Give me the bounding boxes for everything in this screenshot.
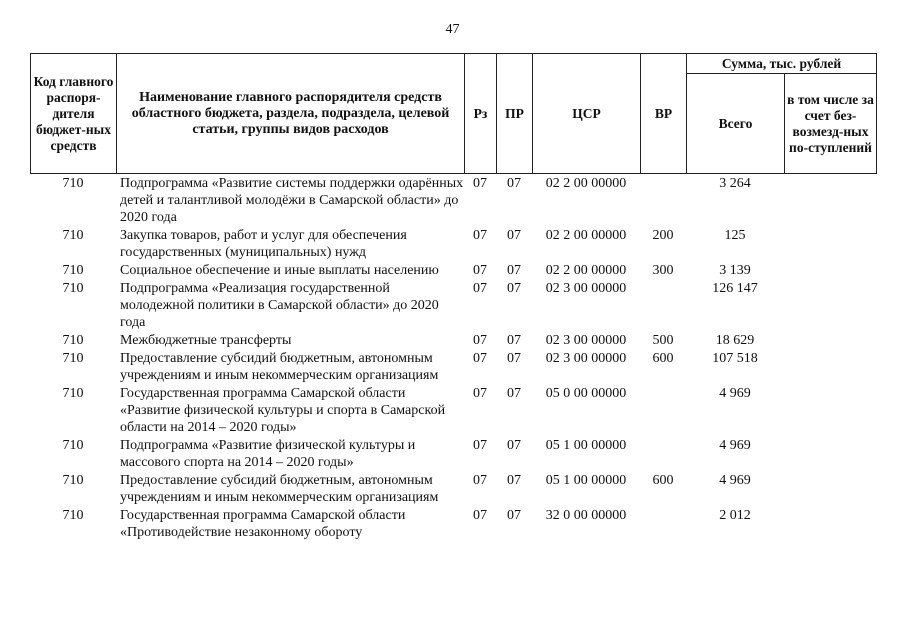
cell-code: 710 [62,176,84,191]
cell-name: Закупка товаров, работ и услуг для обеспечения государственных (муниципальных) нужд [120,228,407,260]
cell-csr: 02 2 00 00000 [545,263,627,278]
cell-total: 107 518 [712,351,758,366]
table-row [30,227,885,261]
cell-code: 710 [62,473,84,488]
table-body [30,175,885,541]
cell-rz: 07 [473,176,487,191]
cell-pr: 07 [507,473,521,488]
header-vr: ВР [641,54,687,174]
cell-vr: 300 [652,263,674,278]
cell-pr: 07 [507,438,521,453]
cell-csr: 32 0 00 00000 [545,508,627,523]
cell-name: Подпрограмма «Развитие системы поддержки одарённых детей и талантливой молодёжи в Самарской области» до 2020 года [120,176,464,225]
cell-name: Государственная программа Самарской области «Развитие физической культуры и спорта в Самарской области на 2014 – 2020 годы» [120,386,446,435]
cell-rz: 07 [473,438,487,453]
cell-csr: 05 1 00 00000 [545,438,627,453]
cell-rz: 07 [473,333,487,348]
header-pr: ПР [497,54,533,174]
cell-csr: 05 1 00 00000 [545,473,627,488]
cell-rz: 07 [473,263,487,278]
cell-total: 2 012 [719,508,751,523]
cell-code: 710 [62,351,84,366]
cell-code: 710 [62,508,84,523]
cell-total: 4 969 [719,473,751,488]
cell-name: Государственная программа Самарской области «Противодействие незаконному обороту [120,508,406,540]
cell-vr: 200 [652,228,674,243]
cell-csr: 02 2 00 00000 [545,176,627,191]
cell-total: 3 264 [719,176,751,191]
cell-pr: 07 [507,333,521,348]
cell-csr: 05 0 00 00000 [545,386,627,401]
cell-vr: 600 [652,351,674,366]
cell-pr: 07 [507,176,521,191]
cell-code: 710 [62,228,84,243]
header-free: в том числе за счет без-возмезд-ных по-ступлений [785,74,877,174]
cell-rz: 07 [473,386,487,401]
cell-name: Предоставление субсидий бюджетным, автономным учреждениям и иным некоммерческим организациям [120,473,439,505]
cell-csr: 02 2 00 00000 [545,228,627,243]
cell-name: Межбюджетные трансферты [120,333,292,348]
cell-code: 710 [62,438,84,453]
page-number: 47 [445,22,460,37]
table-row [30,350,885,384]
cell-name: Предоставление субсидий бюджетным, автономным учреждениям и иным некоммерческим организациям [120,351,439,383]
table-row [30,437,885,471]
cell-rz: 07 [473,351,487,366]
cell-total: 4 969 [719,386,751,401]
cell-total: 3 139 [719,263,751,278]
cell-total: 18 629 [715,333,755,348]
header-name: Наименование главного распорядителя средств областного бюджета, раздела, подраздела, целевой статьи, группы видов расходов [117,54,465,174]
table-row [30,507,885,541]
cell-csr: 02 3 00 00000 [545,281,627,296]
cell-csr: 02 3 00 00000 [545,351,627,366]
table-row [30,332,885,349]
cell-pr: 07 [507,263,521,278]
table-header [30,53,877,174]
cell-pr: 07 [507,508,521,523]
cell-pr: 07 [507,281,521,296]
header-rz: Рз [465,54,497,174]
cell-name: Подпрограмма «Развитие физической культуры и массового спорта на 2014 – 2020 годы» [120,438,416,470]
cell-rz: 07 [473,228,487,243]
cell-pr: 07 [507,228,521,243]
cell-rz: 07 [473,473,487,488]
cell-pr: 07 [507,386,521,401]
cell-code: 710 [62,386,84,401]
header-sum: Сумма, тыс. рублей [687,54,877,74]
cell-code: 710 [62,281,84,296]
cell-name: Подпрограмма «Реализация государственной молодежной политики в Самарской области» до 2020 года [120,281,439,330]
cell-code: 710 [62,333,84,348]
cell-total: 125 [724,228,746,243]
header-csr: ЦСР [533,54,641,174]
cell-csr: 02 3 00 00000 [545,333,627,348]
cell-pr: 07 [507,351,521,366]
table-row [30,262,885,279]
table-row [30,280,885,331]
cell-name: Социальное обеспечение и иные выплаты населению [120,263,439,278]
header-total: Всего [687,74,785,174]
header-code: Код главного распоря-дителя бюджет-ных средств [31,54,117,174]
cell-vr: 500 [652,333,674,348]
cell-rz: 07 [473,508,487,523]
table-row [30,385,885,436]
cell-total: 4 969 [719,438,751,453]
cell-code: 710 [62,263,84,278]
cell-vr: 600 [652,473,674,488]
table-row [30,175,885,226]
cell-total: 126 147 [712,281,758,296]
cell-rz: 07 [473,281,487,296]
table-row [30,472,885,506]
